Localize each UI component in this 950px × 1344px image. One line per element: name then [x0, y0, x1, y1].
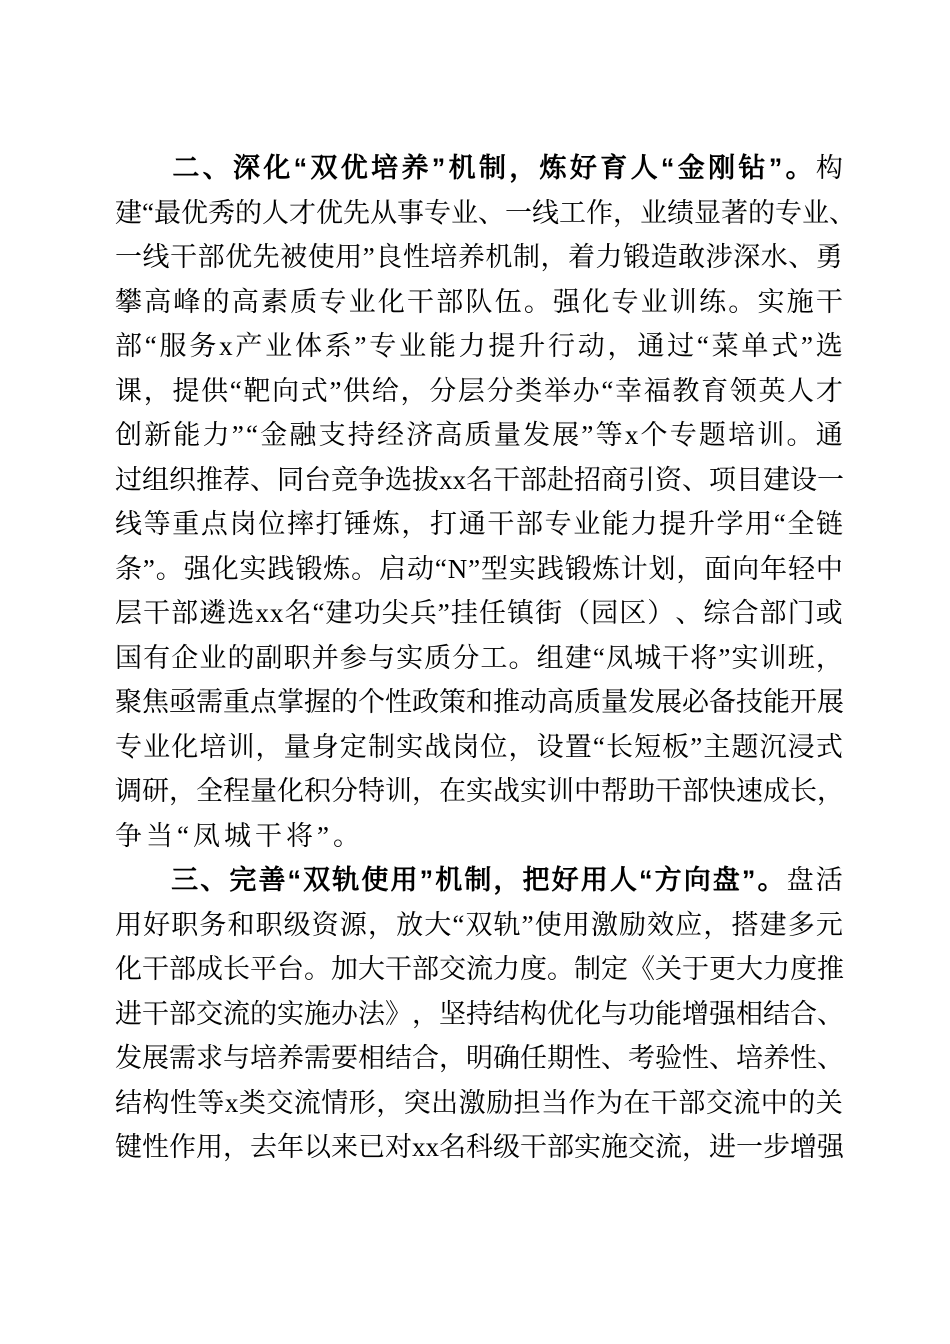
text-line: 进 干 部 交 流 的 实 施 办 法 》 ， 坚 持 结 构 优 化 与 功 能 增 强 相 结 合 、: [115, 998, 844, 1029]
text-line: 化 干 部 成 长 平 台 。 加 大 干 部 交 流 力 度 。 制 定 《 关 于 更 大 力 度 推: [115, 954, 844, 984]
paragraph-section-2: [115, 146, 856, 858]
text-line: 三 、 完 善 “ 双 轨 使 用 ” 机 制 ， 把 好 用 人 “ 方 向 盘 ” 。 盘 活: [171, 865, 843, 895]
text-line: 结 构 性 等 x 类 交 流 情 形 ， 突 出 激 励 担 当 作 为 在 干 部 交 流 中 的 关: [115, 1087, 843, 1118]
text-line: 建 “ 最 优 秀 的 人 才 优 先 从 事 专 业 、 一 线 工 作 ， 业 绩 显 著 的 专 业 、: [115, 197, 856, 228]
text-line: 争 当 “ 凤 城 干 将 ” 。: [115, 820, 360, 851]
text-line: 条 ” 。 强 化 实 践 锻 炼 。 启 动 “ N ” 型 实 践 锻 炼 计 划 ， 面 向 年 轻 中: [115, 553, 843, 584]
text-line: 专 业 化 培 训 ， 量 身 定 制 实 战 岗 位 ， 设 置 “ 长 短 板 ” 主 题 沉 浸 式: [115, 731, 843, 762]
paragraph-section-3: [115, 858, 843, 1170]
text-line: 一 线 干 部 优 先 被 使 用 ” 良 性 培 养 机 制 ， 着 力 锻 造 敢 涉 深 水 、 勇: [115, 242, 843, 272]
text-line: 攀 高 峰 的 高 素 质 专 业 化 干 部 队 伍 。 强 化 专 业 训 练 。 实 施 干: [115, 286, 843, 317]
text-line: 部 “ 服 务 x 产 业 体 系 ” 专 业 能 力 提 升 行 动 ， 通 过 “ 菜 单 式 ” 选: [115, 331, 843, 361]
text-line: 层 干 部 遴 选 x x 名 “ 建 功 尖 兵 ” 挂 任 镇 街 （ 园 区 ） 、 综 合 部 门 或: [115, 598, 843, 628]
text-line: 国 有 企 业 的 副 职 并 参 与 实 质 分 工 。 组 建 “ 凤 城 干 将 ” 实 训 班 ，: [115, 642, 843, 673]
text-line: 调 研 ， 全 程 量 化 积 分 特 训 ， 在 实 战 实 训 中 帮 助 干 部 快 速 成 长 ，: [115, 776, 844, 806]
text-line: 发 展 需 求 与 培 养 需 要 相 结 合 ， 明 确 任 期 性 、 考 验 性 、 培 养 性 、: [115, 1043, 844, 1073]
text-line: 线 等 重 点 岗 位 摔 打 锤 炼 ， 打 通 干 部 专 业 能 力 提 升 学 用 “ 全 链: [115, 509, 843, 539]
text-line: 二 、 深 化 “ 双 优 培 养 ” 机 制 ， 炼 好 育 人 “ 金 刚 钻 ” 。 构: [172, 153, 843, 183]
text-line: 课 ， 提 供 “ 靶 向 式 ” 供 给 ， 分 层 分 类 举 办 “ 幸 福 教 育 领 英 人 才: [115, 375, 843, 406]
document-body: [115, 146, 856, 1170]
text-line: 过 组 织 推 荐 、 同 台 竞 争 选 拔 x x 名 干 部 赴 招 商 引 资 、 项 目 建 设 一: [115, 464, 844, 495]
text-line: 用 好 职 务 和 职 级 资 源 ， 放 大 “ 双 轨 ” 使 用 激 励 效 应 ， 搭 建 多 元: [115, 909, 843, 940]
text-line: 创 新 能 力 ” “ 金 融 支 持 经 济 高 质 量 发 展 ” 等 x 个 专 题 培 训 。 通: [115, 420, 843, 450]
text-line: 键 性 作 用 ， 去 年 以 来 已 对 x x 名 科 级 干 部 实 施 交 流 ， 进 一 步 增 强: [115, 1132, 844, 1162]
text-line: 聚 焦 亟 需 重 点 掌 握 的 个 性 政 策 和 推 动 高 质 量 发 展 必 备 技 能 开 展: [115, 687, 844, 717]
